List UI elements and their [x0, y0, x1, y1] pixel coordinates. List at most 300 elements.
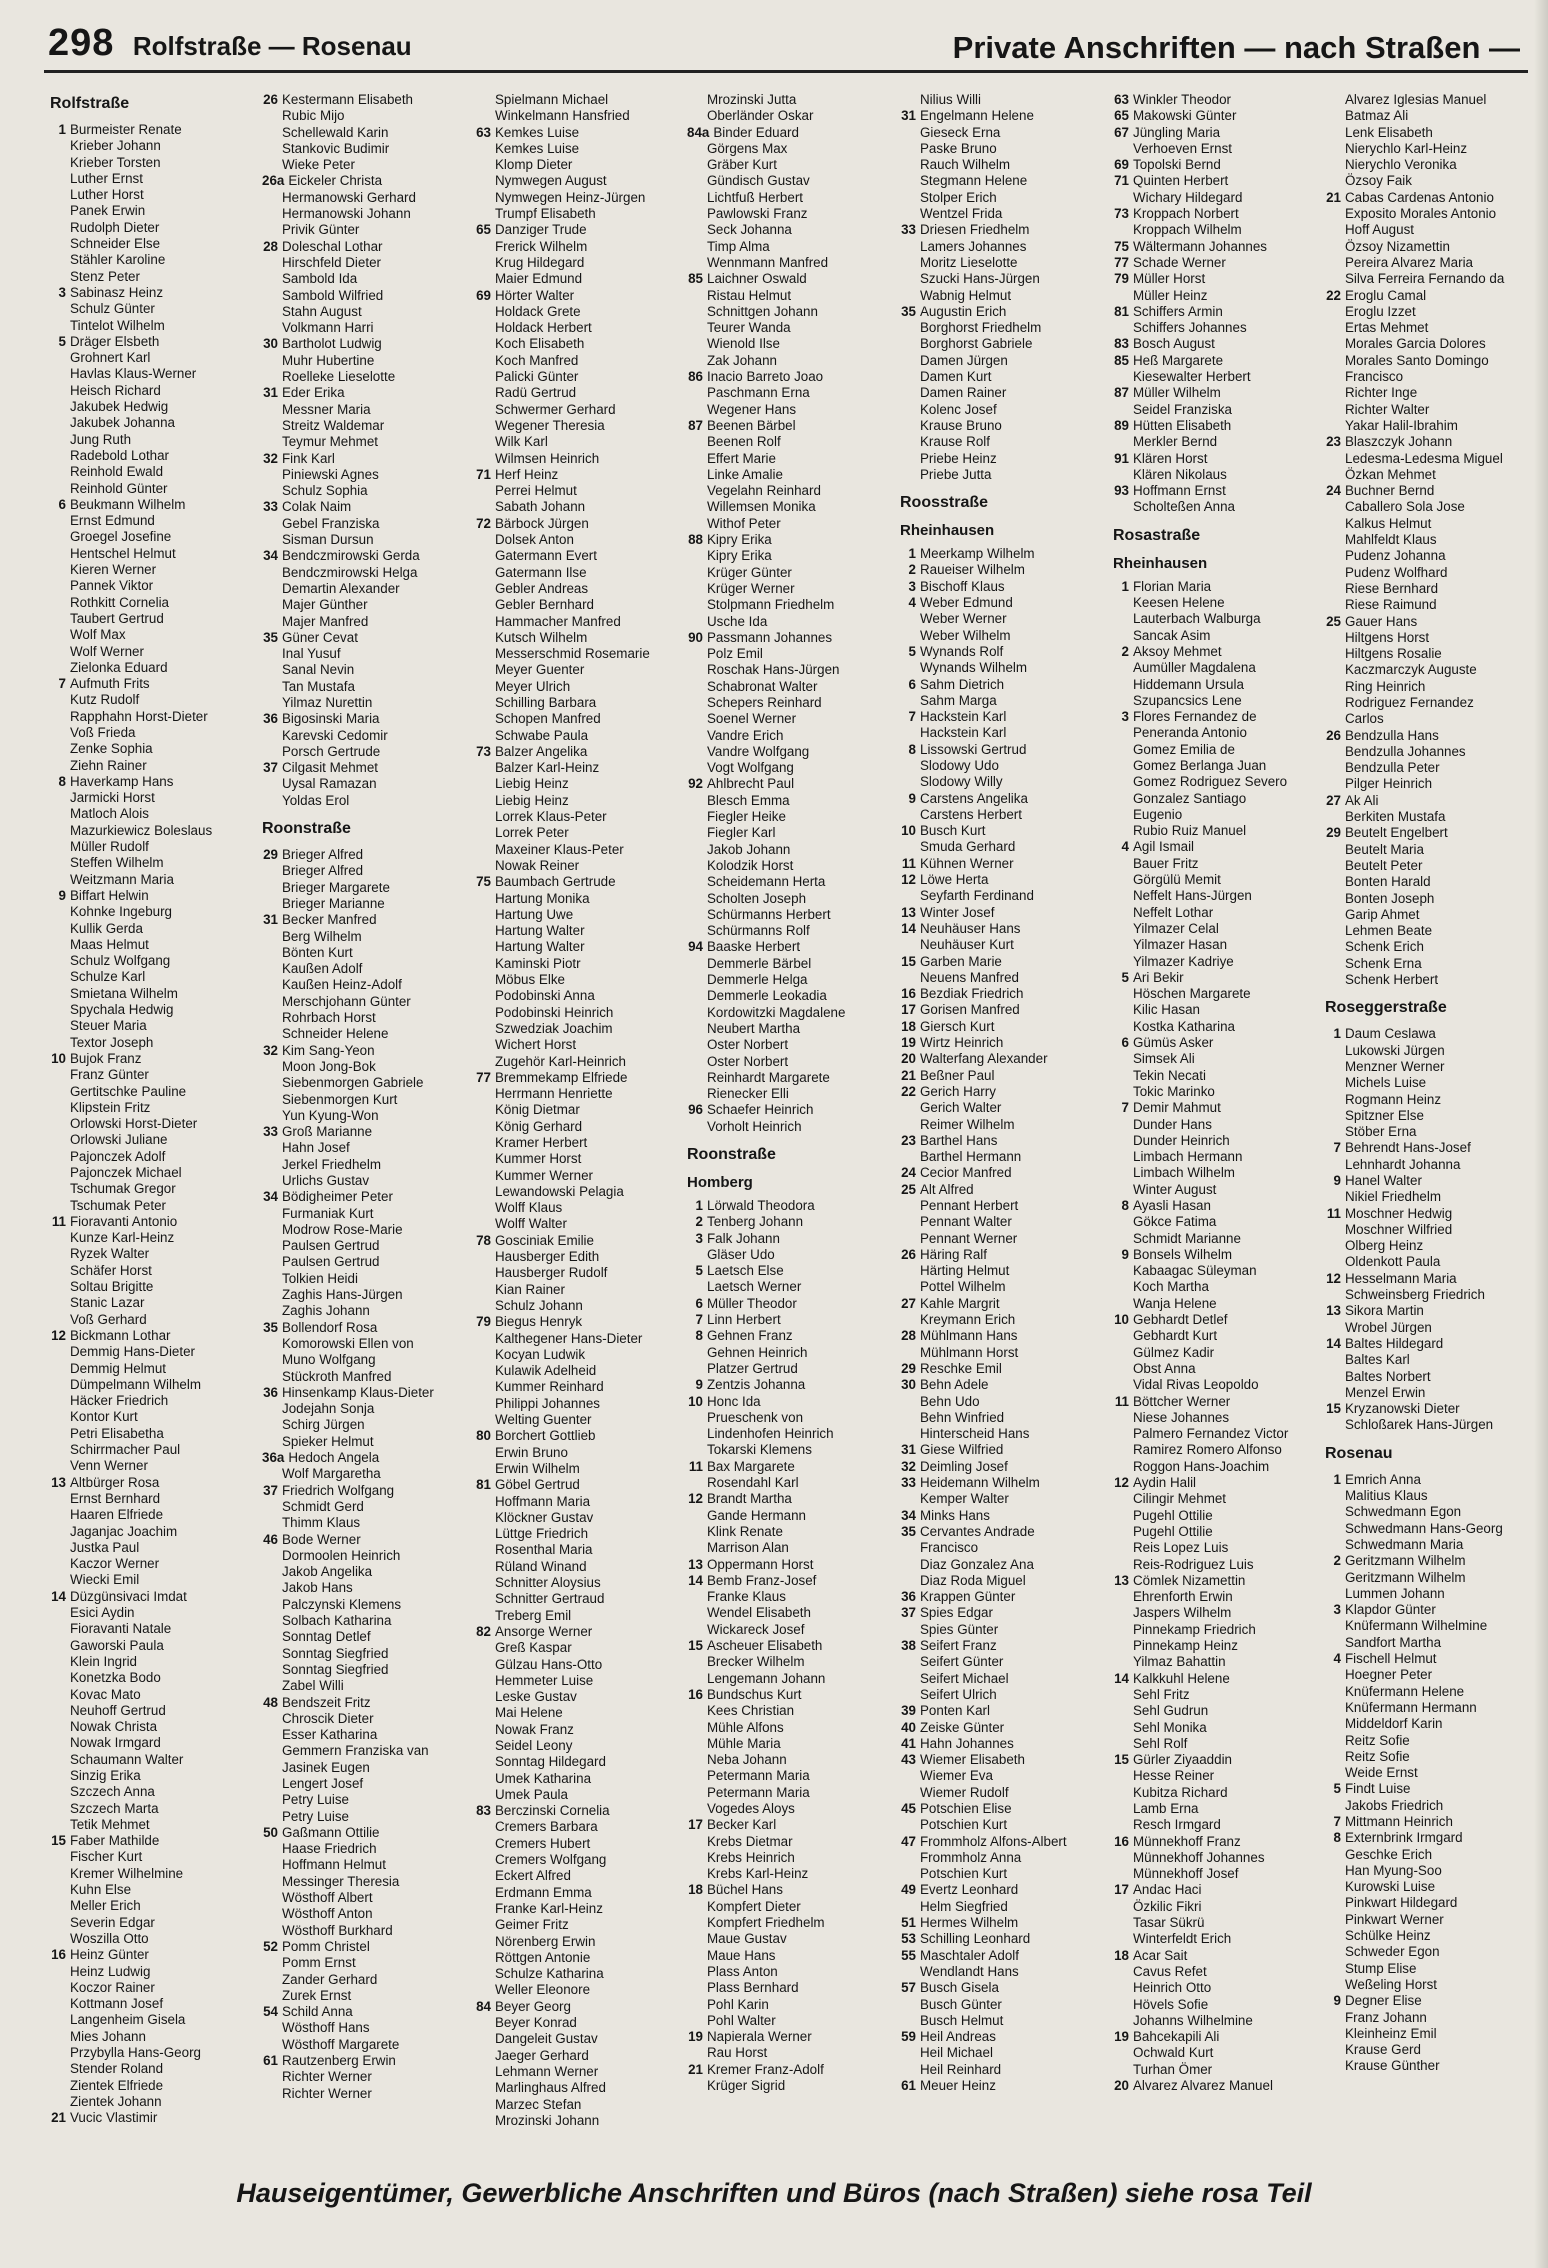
house-number: 29: [263, 847, 278, 863]
house-number: 33: [901, 222, 916, 238]
resident-entry: [687, 222, 897, 238]
resident-entry: [687, 1948, 897, 1964]
resident-name: Lehmann Werner: [495, 2063, 599, 2079]
resident-name: Klipstein Fritz: [70, 1099, 151, 1115]
resident-entry: [1325, 1928, 1535, 1944]
resident-name: Schulz Günter: [70, 301, 155, 317]
resident-name: Schiffers Armin: [1133, 303, 1223, 319]
resident-entry: [900, 1589, 1110, 1605]
resident-entry: [475, 1950, 685, 1966]
resident-name: Schenk Erich: [1345, 939, 1424, 955]
resident-name: Kutsch Wilhelm: [495, 629, 588, 645]
resident-entry: [900, 451, 1110, 467]
resident-name: Paske Bruno: [920, 140, 997, 156]
house-number: 12: [51, 1327, 66, 1343]
resident-entry: [1113, 1882, 1323, 1898]
resident-name: Zugehör Karl-Heinrich: [495, 1053, 626, 1069]
resident-name: Vegelahn Reinhard: [707, 483, 821, 499]
resident-name: Hahn Josef: [282, 1140, 350, 1156]
resident-entry: [50, 611, 260, 627]
resident-entry: [900, 1703, 1110, 1719]
resident-name: Wolf Werner: [70, 643, 144, 659]
resident-name: Szczech Anna: [70, 1784, 155, 1800]
resident-name: Olberg Heinz: [1345, 1238, 1424, 1254]
house-number: 67: [1114, 124, 1129, 140]
resident-entry: [900, 1117, 1110, 1133]
resident-entry: [900, 791, 1110, 807]
resident-entry: [262, 1629, 472, 1645]
resident-entry: [262, 499, 472, 515]
resident-name: Holdack Grete: [495, 303, 581, 319]
house-number: 34: [263, 1189, 278, 1205]
resident-entry: [262, 1695, 472, 1711]
resident-name: Bollendorf Rosa: [282, 1319, 378, 1335]
resident-name: Gorisen Manfred: [920, 1002, 1020, 1018]
resident-name: Andac Haci: [1133, 1882, 1202, 1898]
resident-name: Kestermann Elisabeth: [282, 92, 414, 107]
resident-entry: [1325, 418, 1535, 434]
resident-entry: [262, 1108, 472, 1124]
resident-entry: [475, 1754, 685, 1770]
resident-entry: [687, 2029, 897, 2045]
resident-name: Hammacher Manfred: [495, 613, 621, 629]
resident-name: König Dietmar: [495, 1102, 580, 1118]
resident-entry: [475, 157, 685, 173]
resident-name: Piniewski Agnes: [282, 466, 379, 482]
resident-entry: [1113, 222, 1323, 238]
resident-name: Schwedmann Maria: [1345, 1536, 1464, 1552]
resident-entry: [262, 255, 472, 271]
resident-entry: [1113, 1557, 1323, 1573]
resident-entry: [1113, 1671, 1323, 1687]
resident-entry: [1113, 1768, 1323, 1784]
house-number: 23: [901, 1132, 916, 1148]
resident-entry: [1113, 271, 1323, 287]
resident-name: Urlichs Gustav: [282, 1173, 370, 1188]
resident-name: Borghorst Friedhelm: [920, 320, 1042, 336]
resident-name: Stähler Karoline: [70, 252, 166, 268]
house-number: 3: [1121, 709, 1129, 725]
resident-name: Brandt Martha: [707, 1491, 792, 1507]
resident-name: Wiemer Eva: [920, 1768, 993, 1784]
resident-entry: [687, 1605, 897, 1621]
resident-entry: [687, 744, 897, 760]
house-number: 15: [688, 1638, 703, 1654]
resident-entry: [475, 2031, 685, 2047]
resident-name: Paulsen Gertrud: [282, 1254, 380, 1270]
resident-entry: [900, 1328, 1110, 1344]
resident-entry: [50, 1768, 260, 1784]
resident-name: Hinterscheid Hans: [920, 1426, 1030, 1442]
resident-name: Kummer Werner: [495, 1167, 593, 1183]
resident-name: Colak Naim: [282, 499, 352, 515]
resident-name: Wennmann Manfred: [707, 254, 829, 270]
resident-entry: [1113, 434, 1323, 450]
resident-entry: [475, 614, 685, 630]
resident-name: Görgens Max: [707, 140, 788, 156]
resident-entry: [262, 1157, 472, 1173]
resident-entry: [687, 1980, 897, 1996]
resident-entry: [687, 1915, 897, 1931]
resident-name: Gündisch Gustav: [707, 173, 810, 189]
resident-entry: [50, 1947, 260, 1963]
resident-name: Nörenberg Erwin: [495, 1933, 596, 1949]
resident-name: Rudolph Dieter: [70, 219, 160, 235]
resident-name: Makowski Günter: [1133, 108, 1237, 124]
resident-entry: [900, 693, 1110, 709]
resident-name: Hoffmann Helmut: [282, 1857, 386, 1873]
resident-name: Tolkien Heidi: [282, 1270, 358, 1286]
resident-entry: [50, 1312, 260, 1328]
resident-entry: [475, 451, 685, 467]
resident-entry: [687, 288, 897, 304]
resident-name: Schürmanns Herbert: [707, 906, 831, 922]
resident-name: Lüttge Friedrich: [495, 1526, 589, 1542]
resident-entry: [262, 760, 472, 776]
resident-name: Tenberg Johann: [707, 1214, 804, 1230]
resident-entry: [475, 434, 685, 450]
street-heading: Rolfstraße: [50, 95, 130, 112]
resident-name: Krause Günther: [1345, 2058, 1440, 2074]
resident-name: Kemkes Luise: [495, 140, 580, 156]
resident-name: Kovac Mato: [70, 1686, 141, 1702]
house-number: 83: [1114, 336, 1129, 352]
resident-name: Slodowy Willy: [920, 774, 1003, 790]
resident-entry: [687, 988, 897, 1004]
resident-name: Wichert Horst: [495, 1037, 577, 1053]
resident-name: Borchert Gottlieb: [495, 1428, 596, 1444]
resident-name: Rienecker Elli: [707, 1086, 789, 1102]
house-number: 19: [688, 2029, 703, 2045]
resident-name: Gaßmann Ottilie: [282, 1824, 380, 1840]
resident-name: Erdmann Emma: [495, 1884, 592, 1900]
resident-entry: [50, 1295, 260, 1311]
resident-entry: [475, 1216, 685, 1232]
resident-entry: [475, 874, 685, 890]
resident-name: Jerkel Friedhelm: [282, 1156, 381, 1172]
house-number: 31: [263, 385, 278, 401]
street-heading: Roonstraße: [262, 820, 351, 838]
resident-name: Yilmaz Bahattin: [1133, 1654, 1226, 1670]
resident-name: Geritzmann Wilhelm: [1345, 1553, 1466, 1569]
resident-entry: [475, 2113, 685, 2129]
resident-entry: [1325, 222, 1535, 238]
resident-entry: [262, 1271, 472, 1287]
resident-name: Podobinski Anna: [495, 988, 595, 1004]
resident-entry: [475, 2097, 685, 2113]
resident-entry: [1113, 1394, 1323, 1410]
resident-name: Nierychlo Karl-Heinz: [1345, 140, 1468, 156]
resident-name: Lauterbach Walburga: [1133, 611, 1261, 627]
resident-name: Rothkitt Cornelia: [70, 594, 169, 610]
resident-name: Krebs Heinrich: [707, 1849, 795, 1865]
resident-entry: [262, 711, 472, 727]
resident-name: Ari Bekir: [1133, 969, 1184, 985]
resident-entry: [1113, 807, 1323, 823]
resident-name: Fischer Kurt: [70, 1849, 143, 1865]
resident-name: Gomez Emilia de: [1133, 741, 1235, 757]
resident-entry: [900, 271, 1110, 287]
resident-entry: [262, 353, 472, 369]
resident-name: Nierychlo Veronika: [1345, 157, 1457, 173]
resident-entry: [50, 285, 260, 301]
resident-entry: [50, 1621, 260, 1637]
resident-entry: [687, 1328, 897, 1344]
resident-entry: [1113, 921, 1323, 937]
house-number: 1: [695, 1198, 703, 1213]
resident-name: Garip Ahmet: [1345, 906, 1420, 922]
resident-name: Mies Johann: [70, 2028, 146, 2044]
resident-name: Morales Santo Domingo: [1345, 352, 1489, 368]
house-number: 31: [263, 912, 278, 928]
resident-entry: [687, 597, 897, 613]
house-number: 25: [901, 1181, 916, 1197]
column-1: [50, 92, 260, 2127]
resident-name: Lichtfuß Herbert: [707, 189, 804, 205]
house-number: 9: [58, 887, 66, 903]
resident-name: Beukmann Wilhelm: [70, 496, 186, 512]
resident-name: Weber Werner: [920, 611, 1007, 627]
page-edge-shadow: [1534, 0, 1548, 2268]
resident-name: Barthel Hans: [920, 1132, 998, 1148]
resident-name: Rubio Ruiz Manuel: [1133, 823, 1247, 839]
resident-entry: [1325, 369, 1535, 385]
house-number: 91: [1114, 450, 1129, 466]
resident-name: Kremer Franz-Adolf: [707, 2061, 824, 2077]
house-number: 9: [1333, 1993, 1341, 2009]
house-number: 11: [688, 1458, 703, 1474]
resident-name: Jaeger Gerhard: [495, 2047, 589, 2063]
resident-name: Merkler Bernd: [1133, 434, 1218, 450]
house-number: 69: [476, 287, 491, 303]
house-number: 17: [688, 1817, 703, 1833]
resident-name: Stolpmann Friedhelm: [707, 597, 835, 613]
resident-entry: [1325, 1863, 1535, 1879]
resident-entry: [475, 1510, 685, 1526]
house-number: 31: [901, 1442, 916, 1458]
resident-name: Erwin Bruno: [495, 1444, 568, 1460]
resident-name: Schild Anna: [282, 2004, 353, 2020]
resident-name: Jarmicki Horst: [70, 790, 155, 806]
resident-entry: [50, 774, 260, 790]
resident-entry: [50, 1735, 260, 1751]
resident-entry: [687, 271, 897, 287]
house-number: 1: [908, 546, 916, 562]
resident-entry: [1325, 1586, 1535, 1602]
resident-name: Wanja Helene: [1133, 1295, 1217, 1311]
resident-entry: [262, 1075, 472, 1091]
resident-name: Quinten Herbert: [1133, 173, 1229, 189]
resident-entry: [50, 546, 260, 562]
resident-entry: [1325, 451, 1535, 467]
resident-entry: [1325, 1700, 1535, 1716]
resident-name: Böttcher Werner: [1133, 1393, 1231, 1409]
resident-name: Napierala Werner: [707, 2029, 812, 2045]
resident-name: Menzel Erwin: [1345, 1384, 1426, 1400]
house-number: 75: [1114, 238, 1129, 254]
resident-name: Esici Aydin: [70, 1605, 135, 1621]
resident-name: Spychala Hedwig: [70, 1002, 174, 1018]
resident-entry: [1113, 1980, 1323, 1996]
resident-entry: [1113, 791, 1323, 807]
resident-name: Franke Karl-Heinz: [495, 1900, 603, 1916]
resident-name: Demmerle Leokadia: [707, 988, 827, 1004]
resident-name: Lamb Erna: [1133, 1800, 1199, 1816]
resident-entry: [50, 1475, 260, 1491]
resident-name: Falk Johann: [707, 1230, 780, 1246]
resident-name: Gerich Walter: [920, 1100, 1002, 1116]
resident-entry: [262, 1352, 472, 1368]
resident-name: Steffen Wilhelm: [70, 855, 164, 871]
resident-entry: [1325, 1043, 1535, 1059]
resident-name: Carstens Herbert: [920, 806, 1022, 822]
resident-entry: [475, 108, 685, 124]
resident-name: Kuhn Else: [70, 1882, 132, 1898]
resident-entry: [475, 532, 685, 548]
resident-name: Marzec Stefan: [495, 2096, 582, 2112]
house-number: 4: [1121, 839, 1129, 855]
resident-name: Lenk Elisabeth: [1345, 124, 1433, 140]
resident-name: Hoffmann Ernst: [1133, 483, 1226, 499]
resident-name: Geritzmann Wilhelm: [1345, 1569, 1466, 1585]
resident-entry: [50, 1067, 260, 1083]
resident-name: Heisch Richard: [70, 382, 161, 398]
resident-name: Bendczmirowski Gerda: [282, 548, 420, 564]
house-number: 3: [58, 284, 66, 300]
resident-entry: [1325, 1369, 1535, 1385]
resident-entry: [262, 847, 472, 863]
house-number: 50: [263, 1824, 278, 1840]
resident-entry: [262, 1874, 472, 1890]
resident-name: Inacio Barreto Joao: [707, 369, 824, 385]
resident-name: Wentzel Frida: [920, 206, 1003, 222]
resident-entry: [1325, 646, 1535, 662]
resident-entry: [900, 255, 1110, 271]
resident-entry: [50, 1018, 260, 1034]
resident-name: Potschien Kurt: [920, 1817, 1008, 1833]
resident-name: Passmann Johannes: [707, 629, 833, 645]
resident-name: Hoffmann Maria: [495, 1493, 591, 1509]
resident-entry: [262, 239, 472, 255]
resident-name: Konetzka Bodo: [70, 1670, 161, 1686]
resident-entry: [262, 1206, 472, 1222]
resident-name: Häcker Friedrich: [70, 1393, 169, 1409]
resident-entry: [1325, 728, 1535, 744]
house-number: 18: [901, 1018, 916, 1034]
resident-entry: [262, 863, 472, 879]
resident-entry: [687, 369, 897, 385]
resident-name: Wendel Elisabeth: [707, 1605, 811, 1621]
resident-entry: [687, 1231, 897, 1247]
house-number: 8: [1333, 1830, 1341, 1846]
resident-name: Schmidt Gerd: [282, 1498, 364, 1514]
resident-name: Wrobel Jürgen: [1345, 1319, 1432, 1335]
resident-name: Zurek Ernst: [282, 1987, 352, 2003]
house-number: 37: [263, 760, 278, 776]
house-number: 11: [1326, 1205, 1341, 1221]
resident-entry: [50, 725, 260, 741]
resident-name: Tetik Mehmet: [70, 1816, 150, 1832]
resident-name: Dormoolen Heinrich: [282, 1547, 401, 1563]
resident-name: Ristau Helmut: [707, 287, 792, 303]
resident-entry: [1325, 516, 1535, 532]
resident-entry: [262, 1303, 472, 1319]
house-number: 43: [901, 1752, 916, 1768]
resident-entry: [900, 1687, 1110, 1703]
resident-entry: [50, 660, 260, 676]
resident-entry: [475, 1591, 685, 1607]
resident-name: Wegener Hans: [707, 401, 797, 417]
house-number: 77: [1114, 254, 1129, 270]
resident-name: Tasar Sükrü: [1133, 1915, 1205, 1931]
resident-entry: [687, 108, 897, 124]
resident-name: Palczynski Klemens: [282, 1596, 402, 1612]
house-number: 9: [1333, 1173, 1341, 1188]
resident-name: Knüfermann Hermann: [1345, 1699, 1477, 1715]
resident-name: Hermanowski Gerhard: [282, 189, 416, 205]
resident-entry: [900, 1866, 1110, 1882]
resident-name: Paschmann Erna: [707, 385, 810, 401]
resident-entry: [50, 872, 260, 888]
resident-entry: [475, 516, 685, 532]
resident-name: Kemkes Luise: [495, 124, 580, 140]
resident-entry: [1325, 255, 1535, 271]
resident-name: Beutelt Engelbert: [1345, 825, 1448, 841]
resident-entry: [262, 1515, 472, 1531]
resident-name: Röttgen Antonie: [495, 1949, 591, 1965]
resident-entry: [50, 1572, 260, 1588]
resident-name: Vidal Rivas Leopoldo: [1133, 1377, 1259, 1393]
resident-entry: [1113, 1426, 1323, 1442]
resident-entry: [50, 155, 260, 171]
resident-name: Schilling Leonhard: [920, 1931, 1031, 1947]
resident-name: Petri Elisabetha: [70, 1425, 164, 1441]
resident-entry: [475, 92, 685, 108]
resident-name: Thimm Klaus: [282, 1515, 361, 1531]
resident-entry: [262, 157, 472, 173]
resident-entry: [900, 1345, 1110, 1361]
footer-note: Hauseigentümer, Gewerbliche Anschriften und Büros (nach Straßen) siehe rosa Teil: [236, 2178, 1312, 2208]
resident-entry: [1325, 173, 1535, 189]
resident-entry: [1325, 1521, 1535, 1537]
resident-entry: [475, 548, 685, 564]
resident-entry: [50, 986, 260, 1002]
resident-entry: [1325, 108, 1535, 124]
resident-entry: [1113, 1279, 1323, 1295]
resident-entry: [687, 1491, 897, 1507]
resident-entry: [50, 366, 260, 382]
resident-name: Engelmann Helene: [920, 108, 1034, 124]
resident-name: Turhan Ömer: [1133, 2061, 1213, 2077]
resident-name: Ziehn Rainer: [70, 757, 147, 773]
resident-entry: [900, 595, 1110, 611]
resident-name: Gonzalez Santiago: [1133, 790, 1247, 806]
resident-name: Nowak Irmgard: [70, 1735, 161, 1751]
house-number: 6: [908, 676, 916, 692]
resident-entry: [687, 1377, 897, 1393]
resident-name: Greß Kaspar: [495, 1640, 572, 1656]
resident-entry: [475, 1999, 685, 2015]
resident-entry: [687, 1086, 897, 1102]
resident-name: Emrich Anna: [1345, 1471, 1421, 1487]
resident-name: Kummer Reinhard: [495, 1379, 604, 1395]
resident-entry: [1325, 1765, 1535, 1781]
resident-entry: [1113, 141, 1323, 157]
resident-name: Gerich Harry: [920, 1083, 996, 1099]
resident-name: Geimer Fritz: [495, 1917, 569, 1933]
resident-name: Wältermann Johannes: [1133, 238, 1267, 254]
resident-name: Cremers Barbara: [495, 1819, 598, 1835]
